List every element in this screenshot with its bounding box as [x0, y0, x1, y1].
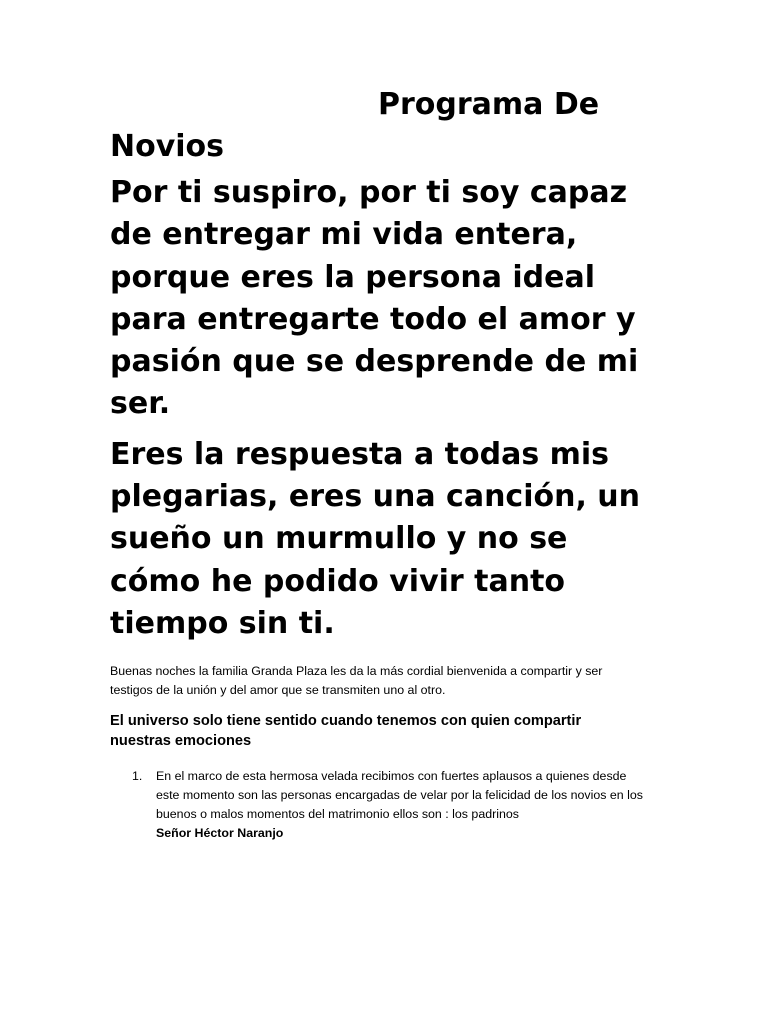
- poem-paragraph-2: Eres la respuesta a todas mis plegarias, eres una canción, un sueño un murmullo y no se cómo he podido vivir tanto tiempo sin ti.: [110, 436, 641, 641]
- godparent-name: Señor Héctor Naranjo: [156, 826, 284, 841]
- program-list: [110, 767, 650, 843]
- document-title: Programa De Novios: [110, 87, 600, 164]
- list-number: 1.: [132, 769, 143, 784]
- welcome-paragraph: Buenas noches la familia Granda Plaza les da la más cordial bienvenida a compartir y ser testigos de la unión y del amor que se transmiten uno al otro.: [110, 664, 603, 698]
- subheading: El universo solo tiene sentido cuando tenemos con quien compartir nuestras emociones: [110, 713, 582, 749]
- list-item: [110, 767, 646, 843]
- document-page: [110, 84, 650, 843]
- poem-paragraph-1: Por ti suspiro, por ti soy capaz de entregar mi vida entera, porque eres la persona ideal para entregarte todo el amor y pasión que se desprende de mi ser.: [110, 175, 639, 422]
- list-item-text: En el marco de esta hermosa velada recibimos con fuertes aplausos a quienes desde este momento son las personas encargadas de velar por la felicidad de los novios en los buenos o malos momentos del matrimonio ellos son : los padrinos: [156, 769, 643, 822]
